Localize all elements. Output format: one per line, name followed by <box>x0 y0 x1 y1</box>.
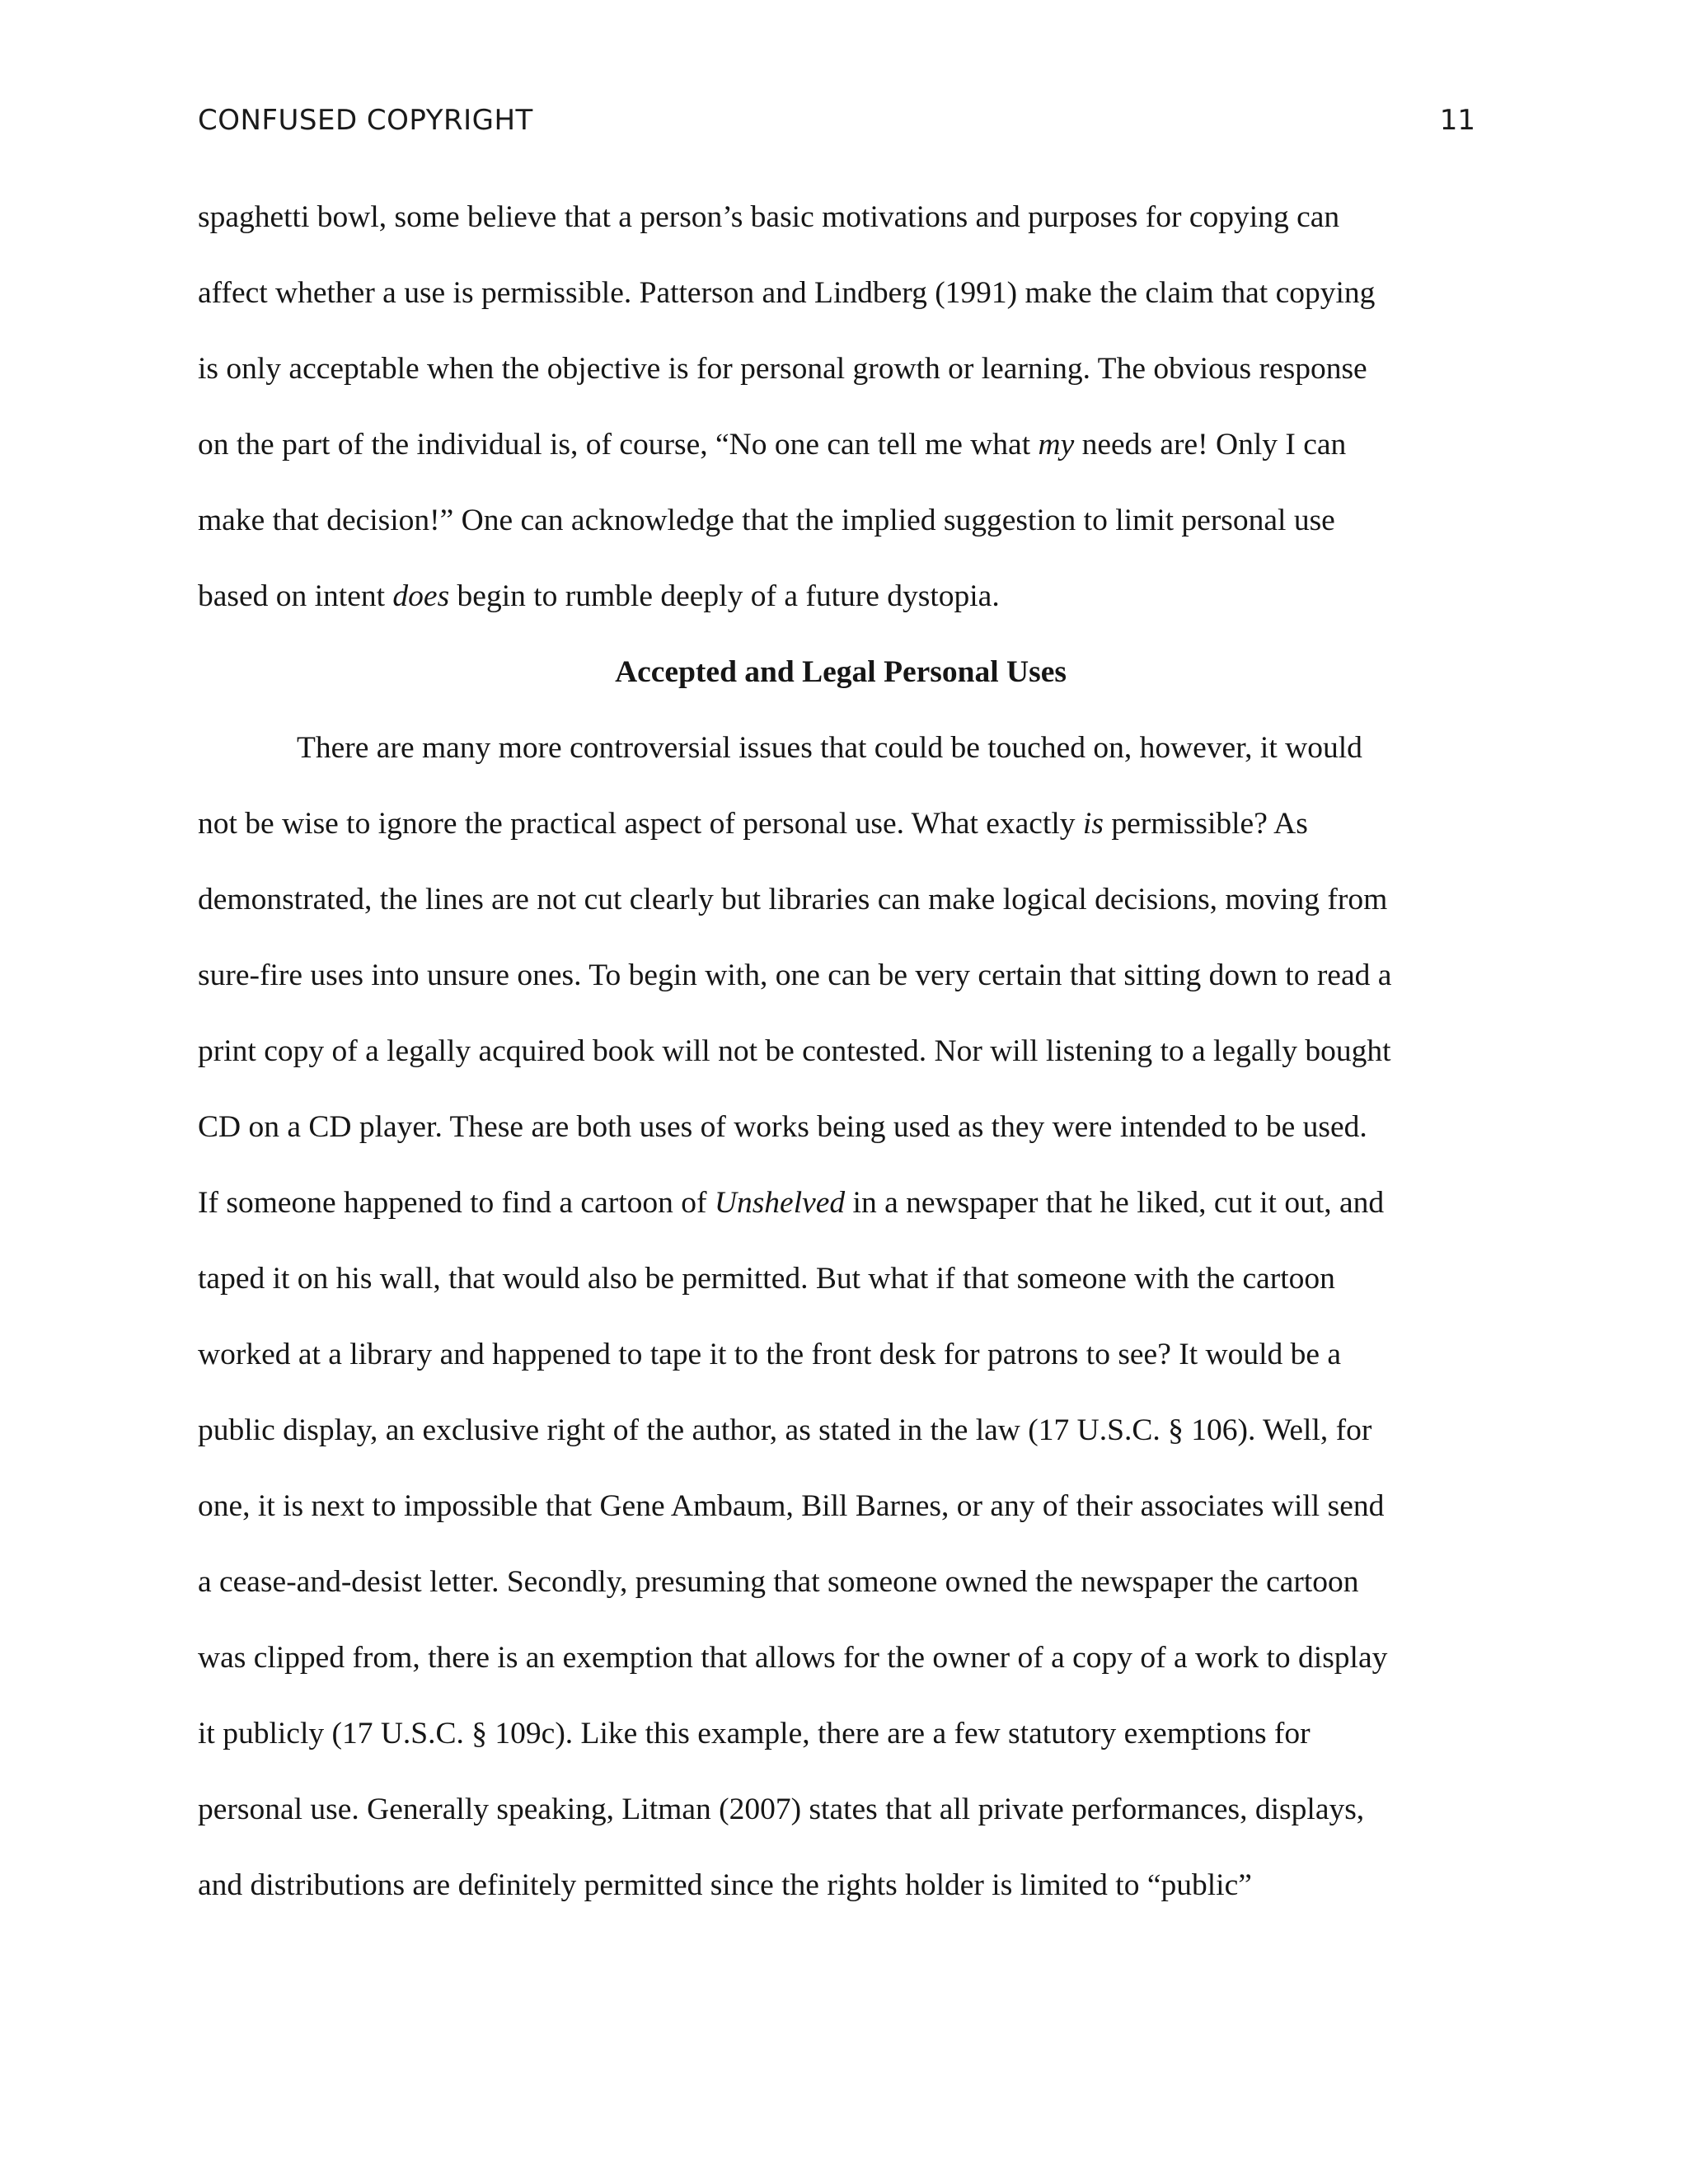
text-line: affect whether a use is permissible. Patterson and Lindberg (1991) make the claim that copying <box>198 276 1376 310</box>
text-line <box>198 420 1484 496</box>
text-line <box>198 1179 1484 1254</box>
text-line: is only acceptable when the objective is for personal growth or learning. The obvious response <box>198 352 1367 386</box>
text-line: was clipped from, there is an exemption that allows for the owner of a copy of a work to display <box>198 1641 1388 1675</box>
emphasis-text: my <box>1038 428 1075 462</box>
text-line: sure-fire uses into unsure ones. To begin with, one can be very certain that sitting down to read a <box>198 958 1392 992</box>
text-run: If someone happened to find a cartoon of <box>198 1186 715 1220</box>
text-line: taped it on his wall, that would also be permitted. But what if that someone with the cartoon <box>198 1262 1335 1296</box>
text-line: There are many more controversial issues that could be touched on, however, it would <box>297 731 1362 765</box>
text-line: CD on a CD player. These are both uses of works being used as they were intended to be used. <box>198 1110 1367 1144</box>
page-number: 11 <box>1439 104 1475 137</box>
text-run: not be wise to ignore the practical aspect of personal use. What exactly <box>198 807 1083 841</box>
text-line: worked at a library and happened to tape it to the front desk for patrons to see? It would be a <box>198 1338 1342 1371</box>
text-line: spaghetti bowl, some believe that a person’s basic motivations and purposes for copying can <box>198 200 1340 234</box>
text-run: needs are! Only I can <box>1074 428 1347 462</box>
text-line <box>198 572 1484 648</box>
text-line: public display, an exclusive right of the author, as stated in the law (17 U.S.C. § 106). Well, for <box>198 1413 1372 1447</box>
emphasis-text: Unshelved <box>714 1186 846 1220</box>
paragraph <box>198 724 1484 1937</box>
text-line: and distributions are definitely permitted since the rights holder is limited to “public” <box>198 1868 1252 1902</box>
emphasis-text: does <box>392 579 450 613</box>
text-line: it publicly (17 U.S.C. § 109c). Like this example, there are a few statutory exemptions for <box>198 1717 1311 1750</box>
section-heading: Accepted and Legal Personal Uses <box>615 655 1067 689</box>
text-line <box>198 799 1484 875</box>
text-run: based on intent <box>198 579 393 613</box>
text-line: demonstrated, the lines are not cut clearly but libraries can make logical decisions, moving from <box>198 883 1388 916</box>
text-run: in a newspaper that he liked, cut it out, and <box>845 1186 1385 1220</box>
text-line: one, it is next to impossible that Gene Ambaum, Bill Barnes, or any of their associates will send <box>198 1489 1385 1523</box>
text-run: on the part of the individual is, of course, “No one can tell me what <box>198 428 1039 462</box>
text-run: begin to rumble deeply of a future dystopia. <box>449 579 1000 613</box>
running-head: CONFUSED COPYRIGHT <box>198 104 533 137</box>
text-line: make that decision!” One can acknowledge that the implied suggestion to limit personal use <box>198 504 1335 537</box>
text-line: print copy of a legally acquired book will not be contested. Nor will listening to a legally bought <box>198 1034 1391 1068</box>
text-line: personal use. Generally speaking, Litman (2007) states that all private performances, displays, <box>198 1793 1365 1826</box>
body-text <box>198 193 1484 1937</box>
text-line: a cease-and-desist letter. Secondly, presuming that someone owned the newspaper the cartoon <box>198 1565 1359 1599</box>
paragraph-continued <box>198 193 1484 648</box>
text-run: permissible? As <box>1103 807 1308 841</box>
emphasis-text: is <box>1082 807 1104 841</box>
